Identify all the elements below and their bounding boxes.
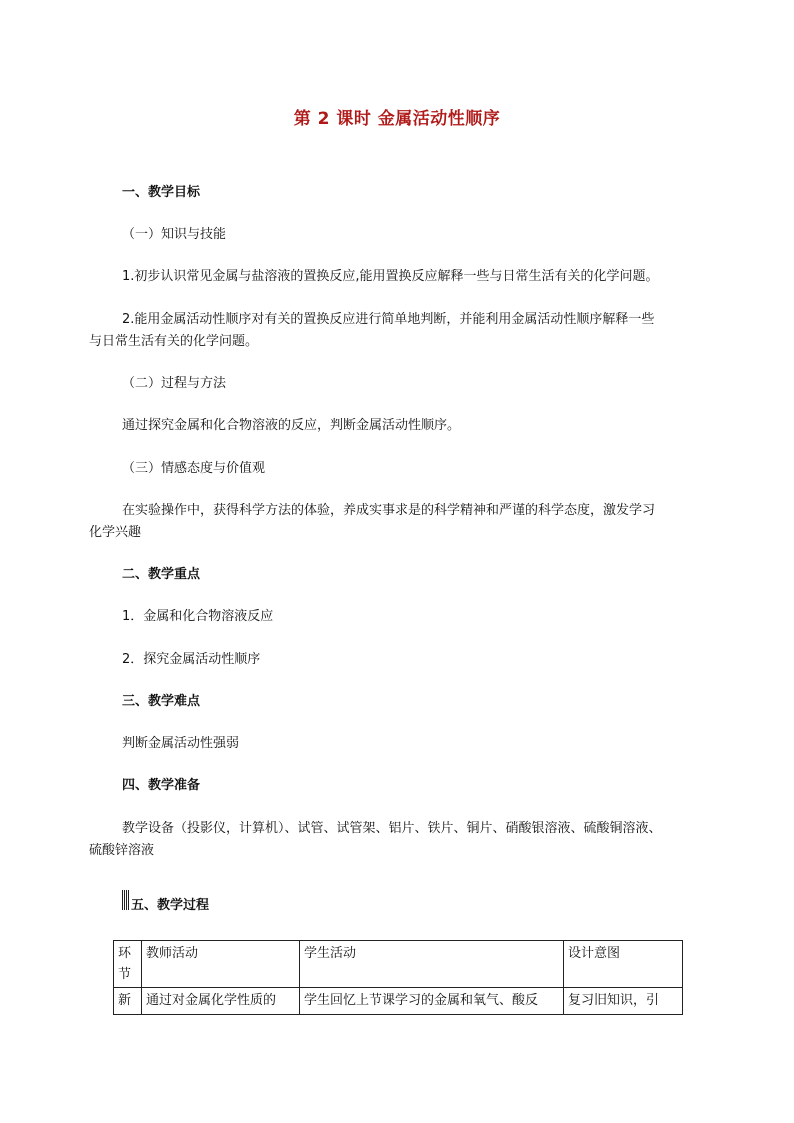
section-heading-difficulties: 三、教学难点 — [122, 694, 201, 709]
objective-item-3: 通过探究金属和化合物溶液的反应，判断金属活动性顺序。 — [122, 418, 461, 433]
header-cell-teacher: 教师活动 — [142, 941, 300, 988]
teaching-process-table — [113, 940, 683, 1015]
objective-item-2-line1: 2.能用金属活动性顺序对有关的置换反应进行简单地判断，并能利用金属活动性顺序解释一些 — [122, 312, 655, 327]
objective-item-1: 1.初步认识常见金属与盐溶液的置换反应,能用置换反应解释一些与日常生活有关的化学问题。 — [122, 269, 659, 284]
section-heading-preparation: 四、教学准备 — [122, 778, 201, 793]
objective-item-4-line1: 在实验操作中，获得科学方法的体验，养成实事求是的科学精神和严谨的科学态度，激发学习 — [122, 503, 656, 518]
preparation-item-line2: 硫酸锌溶液 — [89, 843, 155, 858]
subheading-knowledge-skills: （一）知识与技能 — [122, 227, 227, 242]
page-title: 第 2 课时 金属活动性顺序 — [293, 109, 501, 129]
section-heading-objectives: 一、教学目标 — [122, 185, 201, 200]
key-point-item-2: 2．探究金属活动性顺序 — [122, 652, 261, 667]
header-stage-label: 环节 — [118, 946, 132, 982]
row-cell-student: 学生回忆上节课学习的金属和氧气、酸反 — [300, 988, 564, 1015]
section-heading-process: 五、教学过程 — [131, 898, 210, 913]
difficulty-item-1: 判断金属活动性强弱 — [122, 736, 240, 751]
vertical-bars-marker — [122, 890, 130, 910]
objective-item-4-line2: 化学兴趣 — [89, 525, 142, 540]
header-cell-intent: 设计意图 — [564, 941, 683, 988]
objective-item-2-line2: 与日常生活有关的化学问题。 — [89, 334, 259, 349]
row-cell-teacher: 通过对金属化学性质的 — [142, 988, 300, 1015]
subheading-attitudes-values: （三）情感态度与价值观 — [122, 461, 266, 476]
subheading-process-methods: （二）过程与方法 — [122, 376, 227, 391]
header-cell-stage — [114, 941, 142, 988]
header-cell-student: 学生活动 — [300, 941, 564, 988]
table-header-row — [114, 941, 683, 988]
section-heading-key-points: 二、教学重点 — [122, 567, 201, 582]
key-point-item-1: 1．金属和化合物溶液反应 — [122, 609, 274, 624]
table-row — [114, 988, 683, 1015]
row-cell-stage: 新 — [114, 988, 142, 1015]
row-cell-intent: 复习旧知识，引 — [564, 988, 683, 1015]
preparation-item-line1: 教学设备（投影仪，计算机）、试管、试管架、铝片、铁片、铜片、硝酸银溶液、硫酸铜溶液、 — [122, 821, 662, 836]
